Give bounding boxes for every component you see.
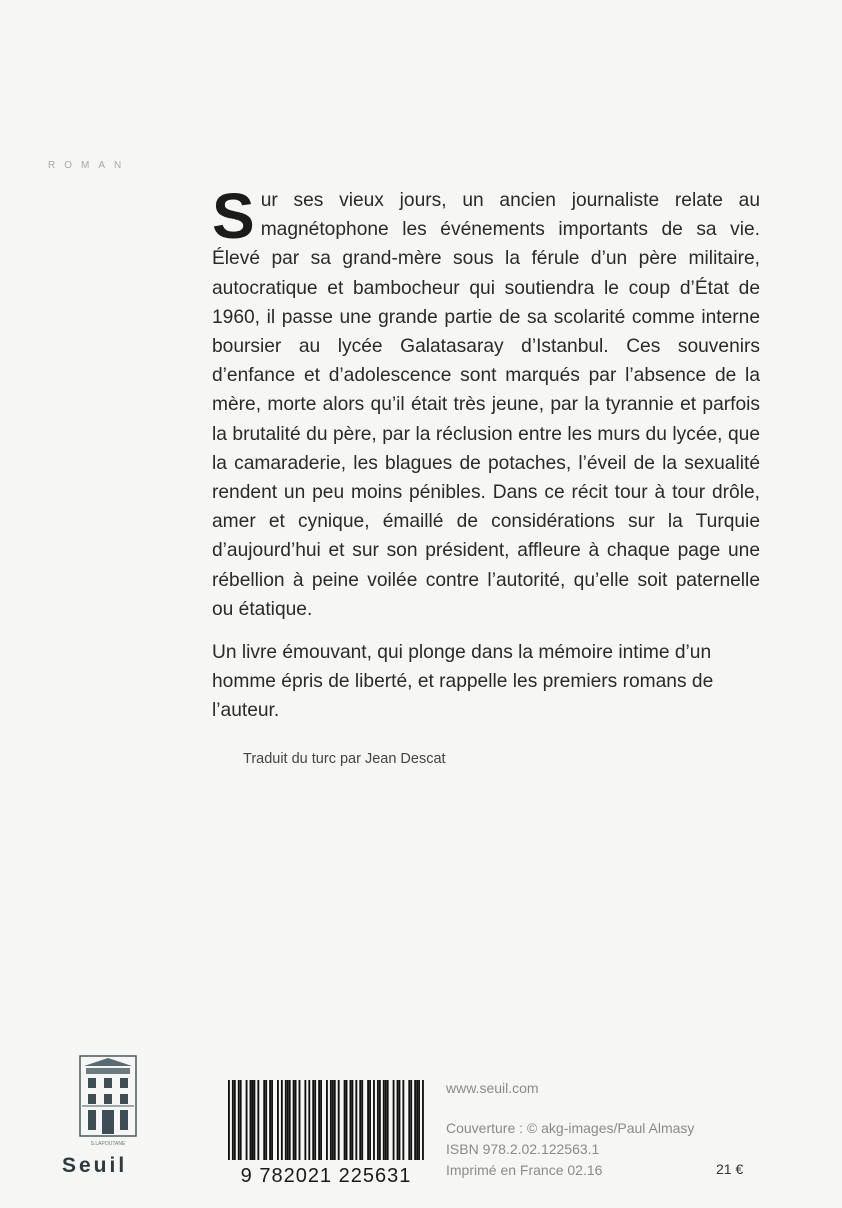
barcode-bar [263,1080,265,1160]
isbn-number: ISBN 978.2.02.122563.1 [446,1141,600,1157]
barcode-bar [383,1080,385,1160]
barcode-bar [397,1080,399,1160]
barcode-bar [314,1080,316,1160]
barcode-bar [320,1080,322,1160]
barcode-bar [277,1080,279,1160]
publisher-website: www.seuil.com [446,1080,539,1096]
barcode-bar [355,1080,357,1160]
barcode-bar [422,1080,424,1160]
barcode-bar [257,1080,259,1160]
barcode-bar [281,1080,283,1160]
blurb-text: ur ses vieux jours, un ancien journaliste relate au magnétophone les événements importants de sa vie. Élevé par sa grand-mère sous la férule d’un père militaire, autocratique et bambocheur qui soutiendra le coup d’État de 1960, il passe une grande partie de sa scolarité comme interne boursier au lycée Galatasaray d’Istanbul. Ces souvenirs d’enfance et d’adolescence sont marqués par l’absence de la mère, morte alors qu’il était très jeune, par la tyrannie et parfois la brutalité du père, par la réclusion entre les murs du lycée, que la camaraderie, les blagues de potaches, l’éveil de la sexualité rendent un peu moins pénibles. Dans ce récit tour à tour drôle, amer et cynique, émaillé de considérations sur la Turquie d’aujourd’hui et sur son président, affleure à chaque page une rébellion à peine voilée contre l’autorité, qu’elle soit paternelle ou étatique. [212,190,760,620]
barcode-bar [393,1080,395,1160]
barcode-bar [308,1080,310,1160]
blurb-paragraph [212,180,760,624]
barcode-bar [385,1080,387,1160]
barcode-bar [299,1080,301,1160]
barcode-bar [250,1080,252,1160]
logo-caption: S.LAPOUTANE [90,1141,126,1147]
barcode-bar [332,1080,334,1160]
price-label: 21 € [716,1161,744,1177]
barcode-bar [326,1080,328,1160]
barcode-bar [240,1080,242,1160]
barcode-bar [295,1080,297,1160]
barcode-bar [228,1080,230,1160]
barcode-bar [402,1080,404,1160]
barcode-bar [246,1080,248,1160]
barcode-bar [418,1080,420,1160]
barcode-bar [304,1080,306,1160]
publisher-logo [78,1052,138,1148]
barcode-bar [344,1080,346,1160]
barcode-bar [367,1080,369,1160]
barcode-bar [234,1080,236,1160]
barcode-bar [350,1080,352,1160]
barcode-bar [338,1080,340,1160]
drop-cap: S [212,180,255,252]
isbn-barcode [210,1078,442,1186]
barcode-bar [346,1080,348,1160]
barcode-bar [334,1080,336,1160]
barcode-bar [312,1080,314,1160]
barcode-bar [351,1080,353,1160]
barcode-bar [387,1080,389,1160]
barcode-bar [318,1080,320,1160]
barcode-bar [373,1080,375,1160]
barcode-bar [410,1080,412,1160]
translator-credit: Traduit du turc par Jean Descat [243,751,446,767]
barcode-bar [269,1080,271,1160]
barcode-bar [285,1080,287,1160]
genre-label: ROMAN [48,160,131,171]
barcode-bar [377,1080,379,1160]
barcode-bar [379,1080,381,1160]
barcode-bar [414,1080,416,1160]
barcode-bar [369,1080,371,1160]
barcode-bar [399,1080,401,1160]
barcode-bar [287,1080,289,1160]
barcode-digits: 9 782021 225631 [240,1165,412,1186]
barcode-bar [252,1080,254,1160]
barcode-bar [289,1080,291,1160]
barcode-bar [359,1080,361,1160]
barcode-bar [361,1080,363,1160]
barcode-bar [265,1080,267,1160]
barcode-bar [253,1080,255,1160]
barcode-bar [238,1080,240,1160]
print-info: Imprimé en France 02.16 [446,1162,603,1178]
publisher-name: Seuil [62,1154,128,1177]
barcode-bar [408,1080,410,1160]
barcode-bar [416,1080,418,1160]
barcode-bar [232,1080,234,1160]
cover-credit: Couverture : © akg-images/Paul Almasy [446,1120,695,1136]
barcode-bar [293,1080,295,1160]
summary-paragraph: Un livre émouvant, qui plonge dans la mémoire intime d’un homme épris de liberté, et rappelle les premiers romans de l’auteur. [212,642,714,722]
barcode-bar [330,1080,332,1160]
barcode-bar [271,1080,273,1160]
